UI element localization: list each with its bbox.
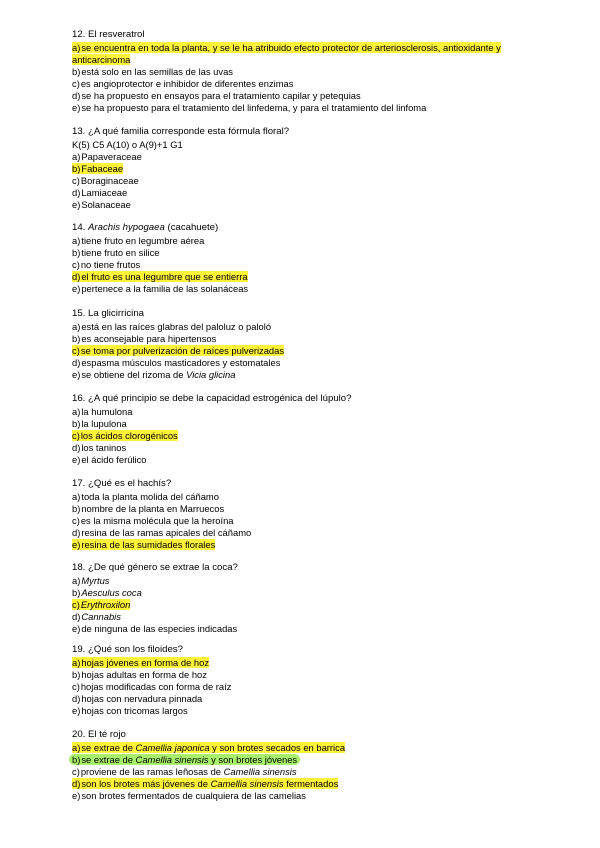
option-b <box>72 754 552 766</box>
option-text: los ácidos clorogénicos <box>80 430 178 441</box>
option-b <box>72 247 552 259</box>
option-letter: c) <box>72 78 80 89</box>
option-e <box>72 199 552 211</box>
option-letter: e) <box>72 369 81 380</box>
option-e <box>72 454 552 466</box>
option-a <box>72 406 552 418</box>
option-a <box>72 657 552 669</box>
question-12 <box>72 28 552 114</box>
option-letter: a) <box>72 235 81 246</box>
option-d <box>72 527 552 539</box>
option-c <box>72 599 552 611</box>
option-text: se ha propuesto para el tratamiento del linfedema, y para el tratamiento del linfoma <box>81 102 427 113</box>
option-letter: e) <box>72 623 81 634</box>
option-c <box>72 78 552 90</box>
option-c <box>72 681 552 693</box>
option-text: Papaveraceae <box>81 151 142 162</box>
option-letter: b) <box>72 163 81 174</box>
floral-formula: K(5) C5 A(10) o A(9)+1 G1 <box>72 139 183 150</box>
option-italic-text: Camellia japonica <box>135 742 210 753</box>
option-letter: c) <box>72 599 80 610</box>
option-italic-text: Camellia sinensis <box>223 766 297 777</box>
question-13 <box>72 125 552 211</box>
option-italic-text: Myrtus <box>81 575 110 586</box>
option-d <box>72 187 552 199</box>
option-letter: a) <box>72 742 81 753</box>
option-text: Boraginaceae <box>80 175 139 186</box>
option-letter: d) <box>72 778 81 789</box>
option-text: está solo en las semillas de las uvas <box>81 66 233 77</box>
option-text: proviene de las ramas leñosas de <box>80 766 224 777</box>
question-19 <box>72 643 552 717</box>
question-18 <box>72 561 552 635</box>
option-b <box>72 587 552 599</box>
option-text: se toma por pulverización de raíces pulverizadas <box>80 345 285 356</box>
option-a <box>72 575 552 587</box>
option-b <box>72 669 552 681</box>
option-c <box>72 766 552 778</box>
option-letter: e) <box>72 283 81 294</box>
question-title: 15. La glicirricina <box>72 308 144 319</box>
option-letter: e) <box>72 454 81 465</box>
option-letter: c) <box>72 681 80 692</box>
question-title: 19. ¿Qué son los filoides? <box>72 644 183 655</box>
option-a <box>72 151 552 163</box>
question-title: 13. ¿A qué familia corresponde esta fórmula floral? <box>72 126 290 137</box>
option-italic-text: Vicia glicina <box>186 369 236 380</box>
option-a <box>72 491 552 503</box>
option-letter: b) <box>72 418 81 429</box>
option-text: está en las raíces glabras del paloluz o paloló <box>81 321 272 332</box>
option-letter: b) <box>72 247 81 258</box>
option-letter: b) <box>72 587 81 598</box>
option-letter: e) <box>72 199 81 210</box>
option-letter: e) <box>72 790 81 801</box>
option-text: Fabaceae <box>81 163 124 174</box>
option-letter: b) <box>72 333 81 344</box>
option-text: hojas jóvenes en forma de hoz <box>81 657 210 668</box>
option-letter: d) <box>72 693 81 704</box>
option-letter: b) <box>72 503 81 514</box>
option-text: no tiene frutos <box>80 259 141 270</box>
question-16 <box>72 392 552 466</box>
option-text: Lamiaceae <box>81 187 128 198</box>
option-letter: c) <box>72 345 80 356</box>
option-text: hojas con tricomas largos <box>81 705 188 716</box>
option-letter: c) <box>72 430 80 441</box>
option-text: hojas con nervadura pinnada <box>81 693 203 704</box>
option-c <box>72 430 552 442</box>
option-c <box>72 345 552 357</box>
option-b <box>72 163 552 175</box>
option-letter: b) <box>72 754 81 765</box>
option-text: espasma músculos masticadores y estomatales <box>81 357 281 368</box>
option-text: de ninguna de las especies indicadas <box>81 623 238 634</box>
option-b <box>72 503 552 515</box>
option-italic-text: Aesculus coca <box>81 587 142 598</box>
option-letter: a) <box>72 42 81 53</box>
option-text: toda la planta molida del cáñamo <box>81 491 219 502</box>
option-text: los taninos <box>81 442 127 453</box>
option-text: hojas modificadas con forma de raíz <box>80 681 232 692</box>
question-title: 12. El resveratrol <box>72 29 145 40</box>
option-e <box>72 790 552 802</box>
option-a <box>72 321 552 333</box>
option-b <box>72 333 552 345</box>
option-letter: a) <box>72 575 81 586</box>
option-e <box>72 623 552 635</box>
option-text: Solanaceae <box>81 199 131 210</box>
option-letter: b) <box>72 66 81 77</box>
option-e <box>72 705 552 717</box>
option-text: tiene fruto en legumbre aérea <box>81 235 205 246</box>
option-e <box>72 102 552 114</box>
option-letter: b) <box>72 669 81 680</box>
option-letter: d) <box>72 442 81 453</box>
question-title: 16. ¿A qué principio se debe la capacidad estrogénica del lúpulo? <box>72 393 352 404</box>
option-d <box>72 442 552 454</box>
option-text: es la misma molécula que la heroína <box>80 515 234 526</box>
option-italic-text: Camellia sinensis <box>210 778 284 789</box>
question-17 <box>72 477 552 551</box>
option-letter: e) <box>72 539 81 550</box>
option-d <box>72 778 552 790</box>
option-letter: a) <box>72 151 81 162</box>
option-text: hojas adultas en forma de hoz <box>81 669 207 680</box>
option-text: resina de las sumidades florales <box>81 539 216 550</box>
option-letter: a) <box>72 406 81 417</box>
option-e <box>72 539 552 551</box>
option-italic-text: Camellia sinensis <box>135 754 209 765</box>
option-text-post: fermentados <box>283 778 339 789</box>
option-letter: e) <box>72 705 81 716</box>
option-text: son los brotes más jóvenes de <box>81 778 211 789</box>
option-letter: a) <box>72 321 81 332</box>
option-text: se extrae de <box>81 754 136 765</box>
option-text: nombre de la planta en Marruecos <box>81 503 225 514</box>
option-text: pertenece a la familia de las solanáceas <box>81 283 249 294</box>
option-letter: d) <box>72 357 81 368</box>
option-italic-text: Erythroxilon <box>80 599 131 610</box>
question-title: 14. Arachis hypogaea (cacahuete) <box>72 222 219 233</box>
option-e <box>72 283 552 295</box>
option-letter: c) <box>72 515 80 526</box>
option-d <box>72 357 552 369</box>
option-letter: d) <box>72 271 81 282</box>
option-c <box>72 175 552 187</box>
option-text: se encuentra en toda la planta, y se le ha atribuido efecto protector de arteriosclerosis, antioxidante y anticarcinoma <box>72 42 501 65</box>
question-title: 18. ¿De qué género se extrae la coca? <box>72 562 238 573</box>
option-text: resina de las ramas apicales del cáñamo <box>81 527 252 538</box>
option-text-post: y son brotes jóvenes <box>208 754 298 765</box>
option-text: se obtiene del rizoma de <box>81 369 187 380</box>
option-letter: d) <box>72 527 81 538</box>
question-15 <box>72 307 552 381</box>
option-text: el fruto es una legumbre que se entierra <box>81 271 248 282</box>
option-text: la lupulona <box>81 418 127 429</box>
question-14 <box>72 221 552 295</box>
option-a <box>72 742 552 754</box>
option-b <box>72 66 552 78</box>
option-text: es aconsejable para hipertensos <box>81 333 217 344</box>
option-text: son brotes fermentados de cualquiera de las camelias <box>81 790 306 801</box>
option-c <box>72 259 552 271</box>
option-d <box>72 90 552 102</box>
option-text: el ácido ferúlico <box>81 454 147 465</box>
option-e <box>72 369 552 381</box>
option-d <box>72 693 552 705</box>
option-text-post: y son brotes secados en barrica <box>209 742 346 753</box>
option-letter: a) <box>72 491 81 502</box>
option-letter: a) <box>72 657 81 668</box>
question-20 <box>72 728 552 802</box>
question-title: 17. ¿Qué es el hachís? <box>72 478 172 489</box>
option-letter: c) <box>72 766 80 777</box>
option-letter: d) <box>72 187 81 198</box>
option-letter: e) <box>72 102 81 113</box>
option-c <box>72 515 552 527</box>
option-letter: d) <box>72 611 81 622</box>
option-d <box>72 611 552 623</box>
option-letter: c) <box>72 175 80 186</box>
option-b <box>72 418 552 430</box>
option-text: se extrae de <box>81 742 136 753</box>
question-title: 20. El té rojo <box>72 729 126 740</box>
option-text: la humulona <box>81 406 133 417</box>
option-a <box>72 235 552 247</box>
option-text: se ha propuesto en ensayos para el tratamiento capilar y petequias <box>81 90 361 101</box>
option-a <box>72 42 552 66</box>
option-letter: c) <box>72 259 80 270</box>
option-text: tiene fruto en silice <box>81 247 160 258</box>
option-text: es angioprotector e inhibidor de diferentes enzimas <box>80 78 294 89</box>
option-d <box>72 271 552 283</box>
option-italic-text: Cannabis <box>81 611 121 622</box>
option-letter: d) <box>72 90 81 101</box>
